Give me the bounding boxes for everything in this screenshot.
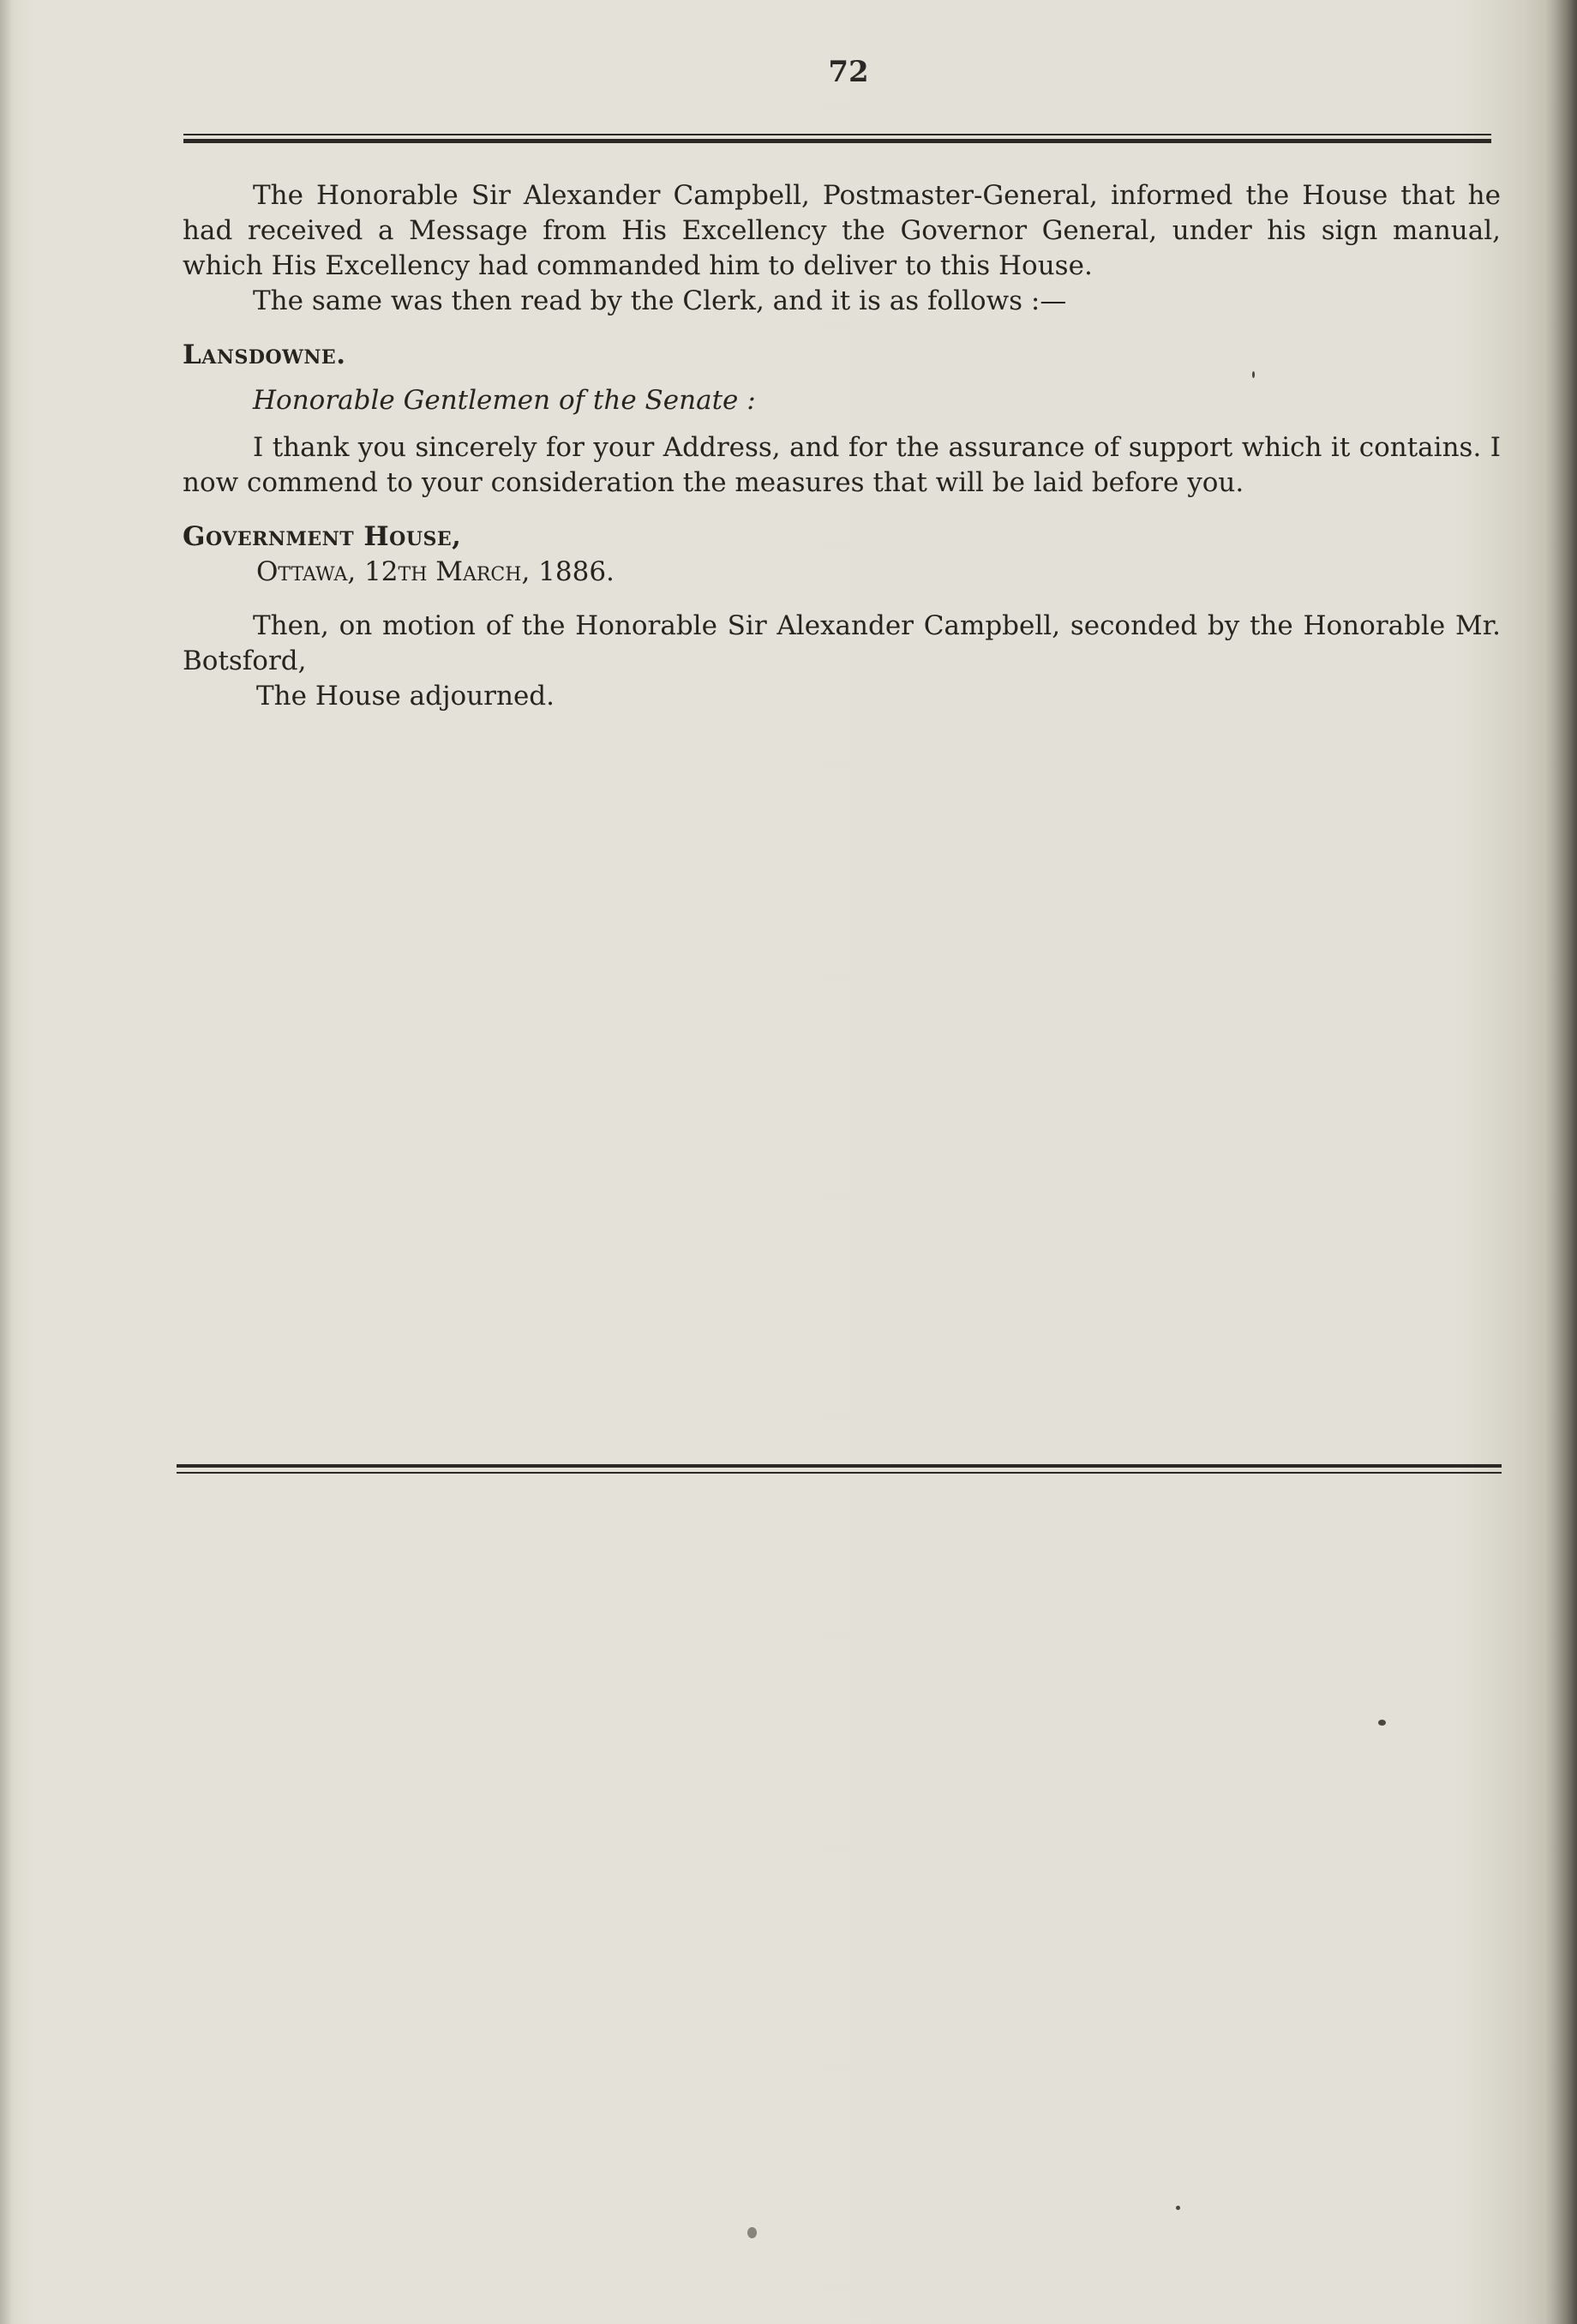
top-rule-thick-line bbox=[183, 139, 1491, 143]
ink-speck bbox=[747, 2227, 757, 2238]
date-line: Ottawa, 12th March, 1886. bbox=[256, 556, 615, 587]
place-line: Government House, bbox=[183, 521, 462, 552]
page-left-edge bbox=[0, 0, 12, 2324]
signature-lansdowne: Lansdowne. bbox=[183, 339, 346, 370]
document-body bbox=[183, 178, 1501, 714]
bottom-rule-thin-line bbox=[177, 1472, 1502, 1474]
paragraph-governor-message: I thank you sincerely for your Address, and for the assurance of support which it contains. I now commend to your consideration the measures that will be laid before you. bbox=[183, 432, 1501, 498]
paragraph-motion: Then, on motion of the Honorable Sir Alexander Campbell, seconded by the Honorable Mr. Botsford, bbox=[183, 610, 1501, 676]
paragraph-read-by-clerk: The same was then read by the Clerk, and it is as follows :— bbox=[253, 285, 1067, 316]
page-number: 72 bbox=[828, 55, 869, 89]
ink-speck bbox=[1378, 1720, 1386, 1726]
house-adjourned-line: The House adjourned. bbox=[256, 681, 555, 712]
top-rule-thin-line bbox=[183, 134, 1491, 135]
paragraph-message-received: The Honorable Sir Alexander Campbell, Postmaster-General, informed the House that he had received a Message from His Excellency the Governor General, under his sign manual, which His Excellency had commanded him to deliver to this House. bbox=[183, 180, 1501, 281]
bottom-rule bbox=[177, 1464, 1502, 1478]
bottom-rule-thick-line bbox=[177, 1464, 1502, 1468]
ink-speck bbox=[1176, 2206, 1180, 2210]
top-rule bbox=[183, 134, 1491, 146]
page-binding-shadow bbox=[1546, 0, 1577, 2324]
salutation: Honorable Gentlemen of the Senate : bbox=[253, 385, 756, 416]
ink-speck bbox=[1252, 371, 1255, 378]
